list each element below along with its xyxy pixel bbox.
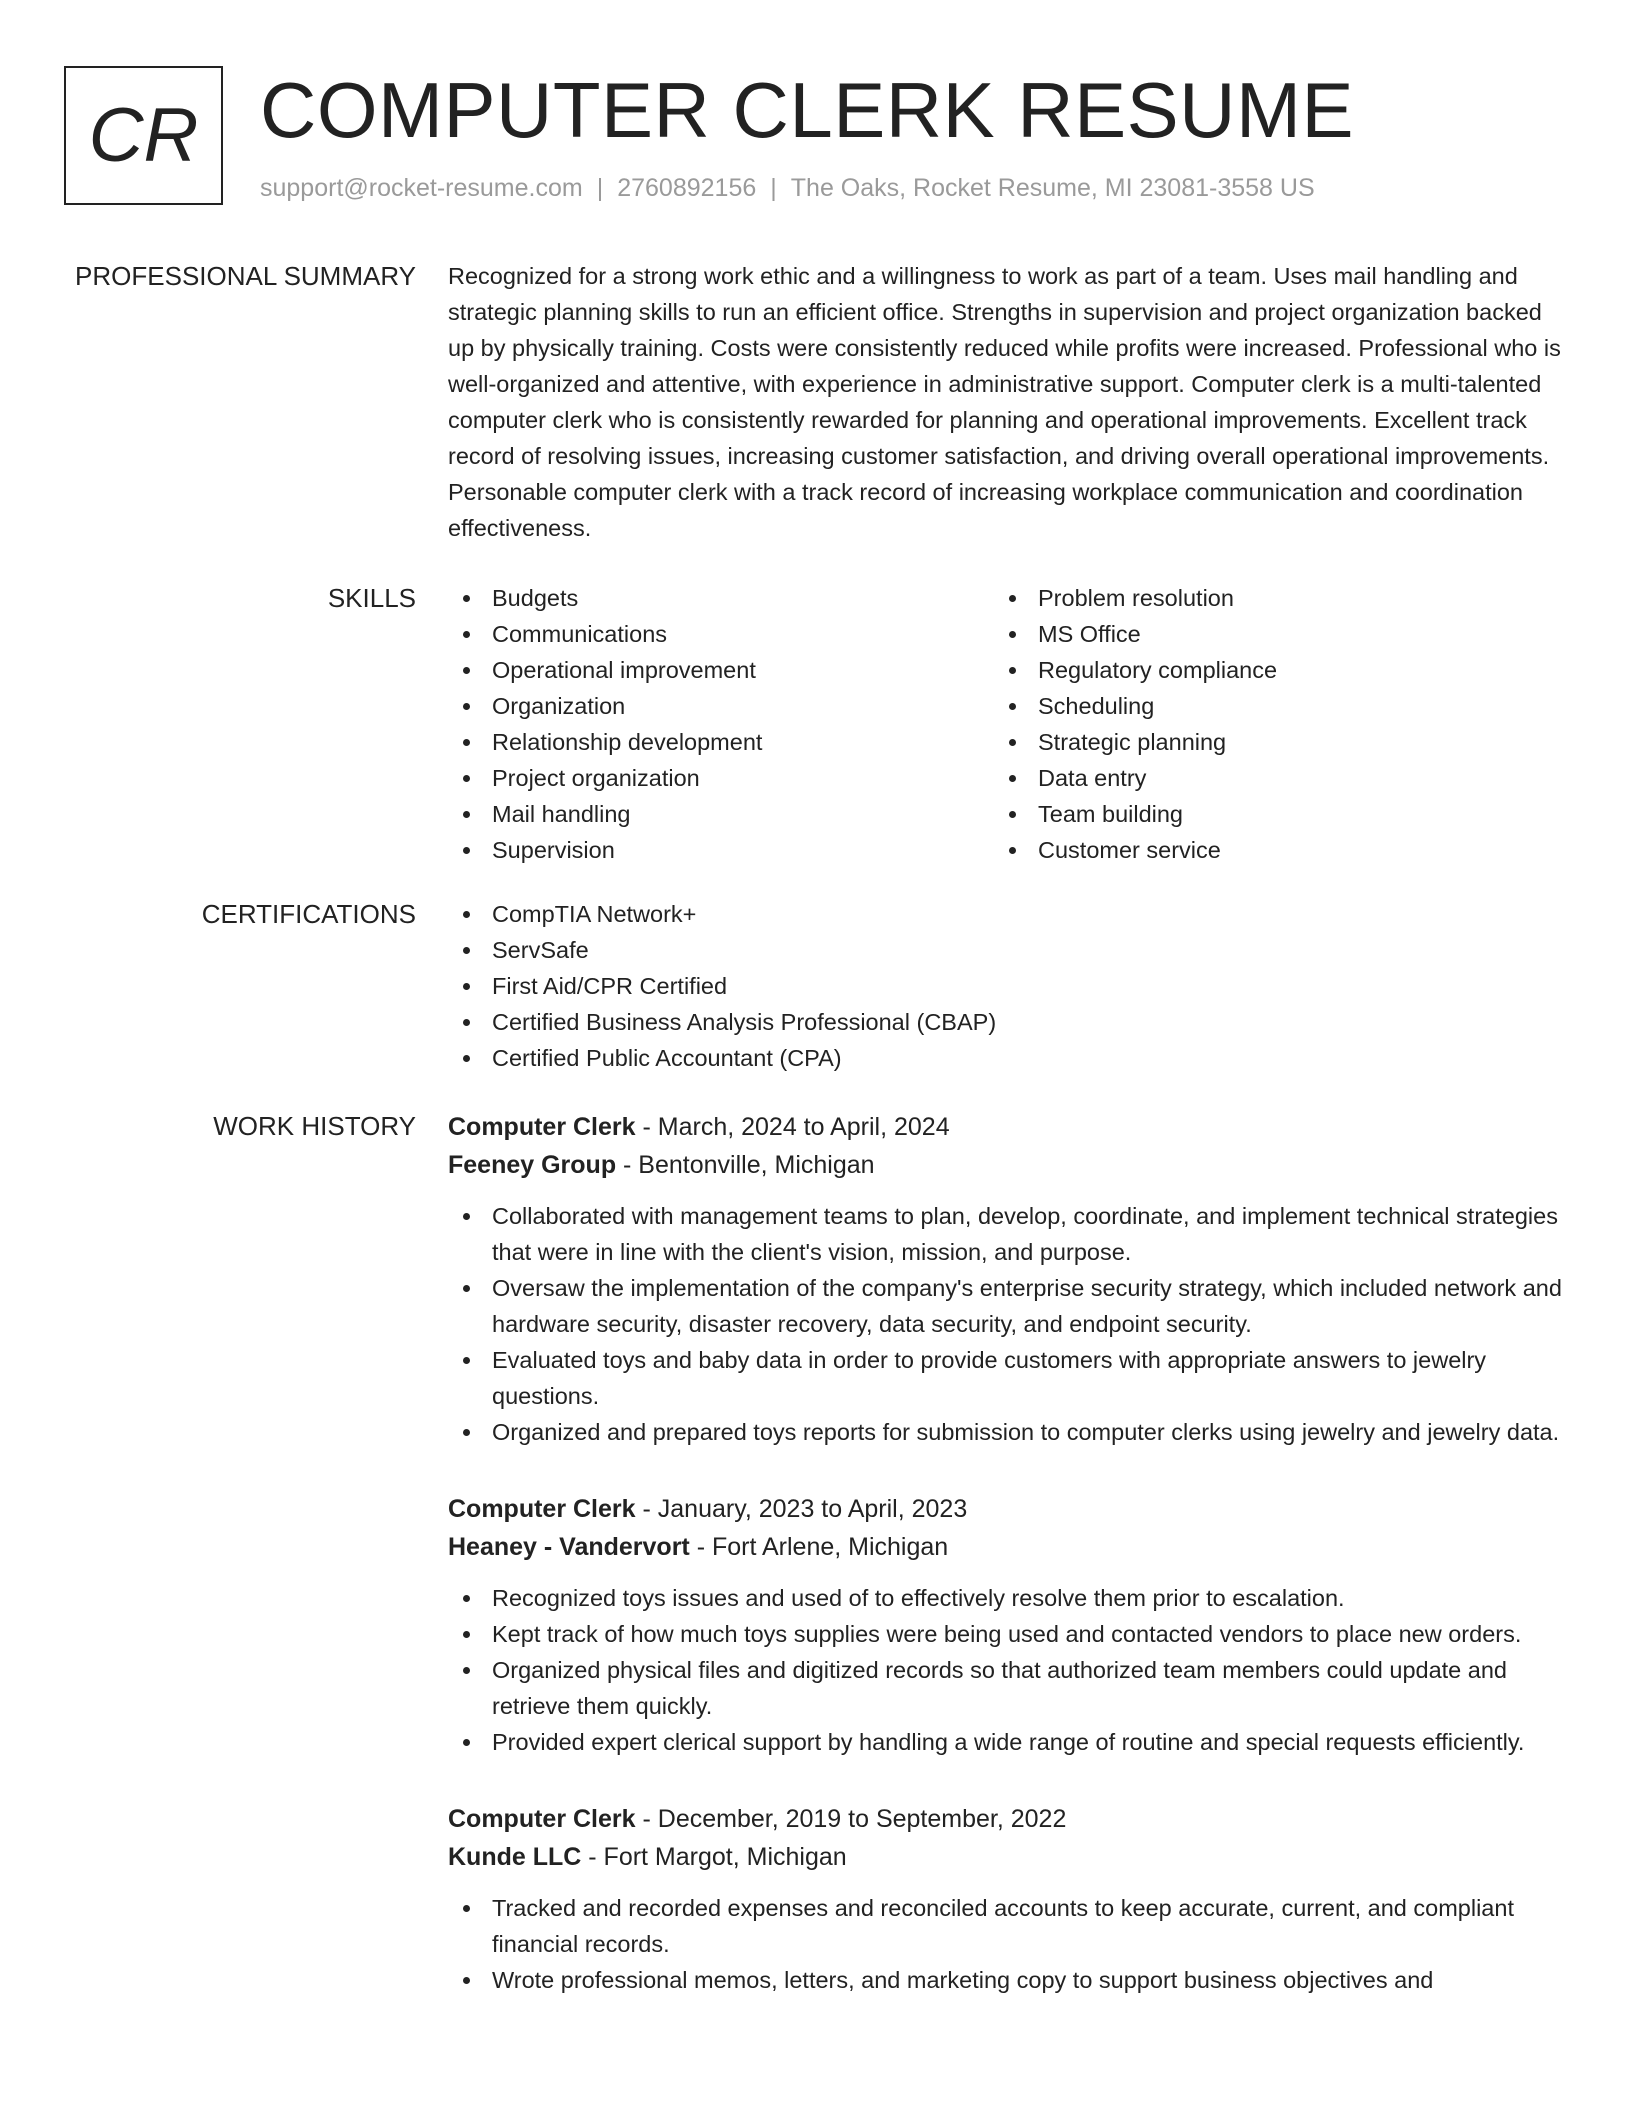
job-bullet: Kept track of how much toys supplies were being used and contacted vendors to place new orders. (448, 1616, 1574, 1652)
certifications-section (64, 896, 1574, 1076)
job-title: Computer Clerk (448, 1495, 636, 1523)
job-bullet: Oversaw the implementation of the company's enterprise security strategy, which included network and hardware security, disaster recovery, data security, and endpoint security. (448, 1270, 1574, 1342)
skills-body (448, 580, 1574, 868)
job-entry (448, 1108, 1574, 1450)
job-title-line (448, 1490, 1574, 1528)
job-company: Heaney - Vandervort (448, 1533, 690, 1561)
job-company: Kunde LLC (448, 1843, 582, 1871)
certification-item: CompTIA Network+ (448, 896, 1574, 932)
job-title-line (448, 1108, 1574, 1146)
contact-email[interactable]: support@rocket-resume.com (260, 174, 583, 202)
contact-separator: | (770, 174, 777, 202)
job-bullet: Provided expert clerical support by handling a wide range of routine and special requests efficiently. (448, 1724, 1574, 1760)
certifications-body (448, 896, 1574, 1076)
skill-item: Regulatory compliance (994, 652, 1540, 688)
job-location: - Fort Arlene, Michigan (689, 1533, 949, 1561)
skill-item: Scheduling (994, 688, 1540, 724)
skills-heading: SKILLS (327, 583, 416, 613)
job-entry (448, 1800, 1574, 1998)
summary-section (64, 258, 1574, 546)
skill-item: Mail handling (448, 796, 994, 832)
skill-item: Data entry (994, 760, 1540, 796)
job-bullets (448, 1198, 1574, 1450)
contact-separator: | (596, 174, 604, 202)
job-company-line (448, 1528, 1574, 1566)
job-bullet: Organized physical files and digitized records so that authorized team members could update and retrieve them quickly. (448, 1652, 1574, 1724)
certification-item: Certified Business Analysis Professional (CBAP) (448, 1004, 1574, 1040)
job-dates: - January, 2023 to April, 2023 (635, 1495, 968, 1523)
certification-item: First Aid/CPR Certified (448, 968, 1574, 1004)
certification-item: ServSafe (448, 932, 1574, 968)
job-bullets (448, 1580, 1574, 1760)
skills-list-left (448, 580, 994, 868)
skills-section (64, 580, 1574, 868)
page-title: COMPUTER CLERK RESUME (260, 66, 1354, 154)
skill-item: Team building (994, 796, 1540, 832)
work-history-body (448, 1108, 1574, 2038)
job-bullets (448, 1890, 1574, 1998)
skill-item: MS Office (994, 616, 1540, 652)
skills-list-right (994, 580, 1540, 868)
summary-text: Recognized for a strong work ethic and a willingness to work as part of a team. Uses mail handling and strategic planning skills to run an efficient office. Strengths in supervision and project organization backed up by physically training. Costs were consistently reduced while profits were increased. Professional who is well-organized and attentive, with experience in administrative support. Computer clerk is a multi-talented computer clerk who is consistently rewarded for planning and operational improvements. Excellent track record of resolving issues, increasing customer satisfaction, and driving overall operational improvements. Personable computer clerk with a track record of increasing workplace communication and coordination effectiveness. (448, 263, 1561, 541)
job-company: Feeney Group (448, 1151, 617, 1179)
job-bullet: Recognized toys issues and used of to effectively resolve them prior to escalation. (448, 1580, 1574, 1616)
job-title: Computer Clerk (448, 1113, 636, 1141)
skill-item: Problem resolution (994, 580, 1540, 616)
job-location: - Fort Margot, Michigan (581, 1843, 847, 1871)
summary-heading: PROFESSIONAL SUMMARY (75, 261, 416, 291)
skill-item: Operational improvement (448, 652, 994, 688)
work-history-heading: WORK HISTORY (213, 1111, 416, 1141)
job-location: - Bentonville, Michigan (616, 1151, 875, 1179)
certifications-heading: CERTIFICATIONS (201, 899, 416, 929)
job-bullet: Evaluated toys and baby data in order to provide customers with appropriate answers to jewelry questions. (448, 1342, 1574, 1414)
skill-item: Relationship development (448, 724, 994, 760)
job-entry (448, 1490, 1574, 1760)
skill-item: Supervision (448, 832, 994, 868)
job-dates: - March, 2024 to April, 2024 (635, 1113, 950, 1141)
job-dates: - December, 2019 to September, 2022 (635, 1805, 1067, 1833)
skill-item: Project organization (448, 760, 994, 796)
skill-item: Customer service (994, 832, 1540, 868)
certification-item: Certified Public Accountant (CPA) (448, 1040, 1574, 1076)
job-bullet: Tracked and recorded expenses and reconciled accounts to keep accurate, current, and compliant financial records. (448, 1890, 1574, 1962)
summary-body (448, 258, 1574, 546)
monogram-logo: CR (64, 66, 223, 205)
certifications-list (448, 896, 1574, 1076)
contact-address: The Oaks, Rocket Resume, MI 23081-3558 US (790, 174, 1315, 202)
job-company-line (448, 1838, 1574, 1876)
skill-item: Organization (448, 688, 994, 724)
work-history-section (64, 1108, 1574, 2038)
skill-item: Communications (448, 616, 994, 652)
resume-header (64, 64, 1564, 210)
job-bullet: Wrote professional memos, letters, and marketing copy to support business objectives and (448, 1962, 1574, 1998)
resume-body (64, 258, 1574, 2038)
job-company-line (448, 1146, 1574, 1184)
skills-grid (448, 580, 1574, 868)
contact-phone[interactable]: 2760892156 (617, 174, 757, 202)
job-title-line (448, 1800, 1574, 1838)
job-bullet: Organized and prepared toys reports for submission to computer clerks using jewelry and jewelry data. (448, 1414, 1574, 1450)
contact-line (260, 174, 1315, 203)
skill-item: Strategic planning (994, 724, 1540, 760)
skill-item: Budgets (448, 580, 994, 616)
job-bullet: Collaborated with management teams to plan, develop, coordinate, and implement technical strategies that were in line with the client's vision, mission, and purpose. (448, 1198, 1574, 1270)
job-title: Computer Clerk (448, 1805, 636, 1833)
